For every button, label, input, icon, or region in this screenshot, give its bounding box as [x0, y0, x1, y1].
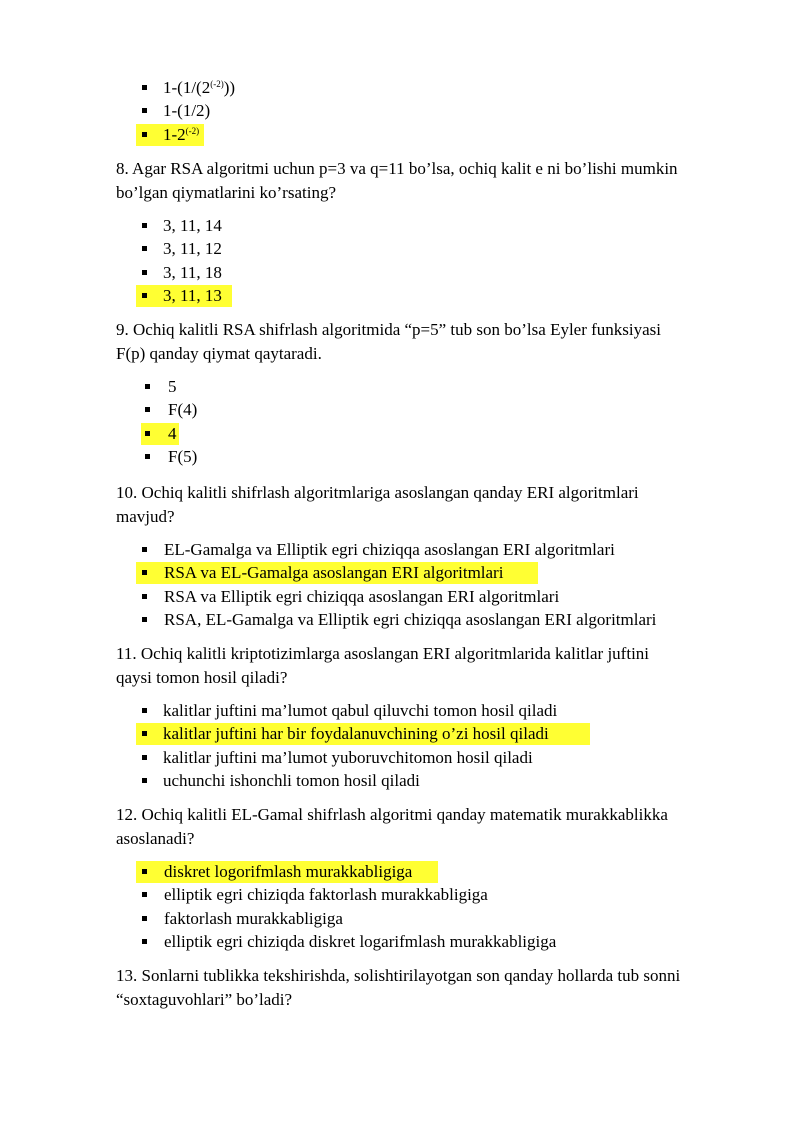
q8-option-3 — [140, 261, 780, 284]
bullet-icon — [142, 916, 147, 921]
option-superscript: (-2) — [185, 125, 200, 136]
question-text-line: qaysi tomon hosil qiladi? — [116, 668, 288, 687]
option-text: RSA, EL-Gamalga va Elliptik egri chiziqqa asoslangan ERI algoritmlari — [164, 610, 657, 630]
option-text: F(5) — [168, 447, 198, 467]
bullet-icon — [145, 454, 150, 459]
question-text-line: bo’lgan qiymatlarini ko’rsating? — [116, 183, 336, 202]
option-text: 3, 11, 12 — [163, 239, 222, 259]
bullet-icon — [142, 85, 147, 90]
bullet-icon — [142, 708, 147, 713]
question-text-line: 9. Ochiq kalitli RSA shifrlash algoritmida “p=5” tub son bo’lsa Eyler funksiyasi — [116, 320, 662, 339]
option-text: kalitlar juftini har bir foydalanuvchining o’zi hosil qiladi — [163, 724, 549, 744]
q12-option-4 — [140, 930, 780, 953]
q8-options — [140, 214, 780, 308]
option-text: kalitlar juftini ma’lumot qabul qiluvchi tomon hosil qiladi — [163, 701, 558, 720]
q11-options — [140, 699, 780, 793]
q9-option-1 — [143, 375, 783, 398]
q9-option-3-correct — [143, 422, 783, 445]
bullet-icon — [142, 246, 147, 251]
question-11 — [116, 642, 746, 690]
bullet-icon — [142, 892, 147, 897]
question-13 — [116, 964, 746, 1012]
bullet-icon — [142, 731, 147, 736]
bullet-icon — [142, 617, 147, 622]
bullet-icon — [145, 384, 150, 389]
option-text: RSA va EL-Gamalga asoslangan ERI algoritmlari — [164, 563, 504, 583]
bullet-icon — [142, 755, 147, 760]
question-10 — [116, 481, 746, 529]
bullet-icon — [145, 407, 150, 412]
question-9 — [116, 318, 746, 366]
bullet-icon — [142, 939, 147, 944]
option-text: elliptik egri chiziqda faktorlash murakkabligiga — [164, 885, 488, 905]
q9-option-4 — [143, 445, 783, 468]
q11-option-2-correct — [140, 722, 780, 745]
bullet-icon — [142, 223, 147, 228]
q8-option-4-correct — [140, 284, 780, 307]
q9-options — [143, 375, 783, 469]
option-text: 3, 11, 18 — [163, 262, 222, 282]
bullet-icon — [142, 570, 147, 575]
question-text-line: “soxtaguvohlari” bo’ladi? — [116, 990, 293, 1009]
q12-option-2 — [140, 883, 780, 906]
bullet-icon — [142, 293, 147, 298]
q7-option-3-correct — [140, 123, 780, 146]
option-text: kalitlar juftini ma’lumot yuboruvchitomon hosil qiladi — [163, 747, 533, 767]
bullet-icon — [142, 270, 147, 275]
q7-options — [140, 76, 780, 146]
question-text-line: 8. Agar RSA algoritmi uchun p=3 va q=11 bo’lsa, ochiq kalit e ni bo’lishi mumkin — [116, 159, 678, 178]
option-text: 1-(1/(2 — [163, 78, 211, 97]
q10-option-1 — [140, 538, 780, 561]
option-text: diskret logorifmlash murakkabligiga — [164, 862, 413, 881]
question-text-line: 13. Sonlarni tublikka tekshirishda, solishtirilayotgan son qanday hollarda tub sonni — [116, 966, 681, 985]
option-text: 1-2 — [163, 124, 186, 144]
bullet-icon — [142, 594, 147, 599]
q11-option-3 — [140, 746, 780, 769]
bullet-icon — [145, 431, 150, 436]
option-text: 4 — [168, 423, 177, 443]
option-superscript: (-2) — [210, 79, 224, 89]
q12-option-1-correct — [140, 860, 780, 883]
bullet-icon — [142, 869, 147, 874]
option-text: elliptik egri chiziqda diskret logarifmlash murakkabligiga — [164, 932, 557, 952]
option-text: 3, 11, 13 — [163, 286, 222, 306]
option-text: faktorlash murakkabligiga — [164, 908, 343, 928]
q10-options — [140, 538, 780, 632]
question-text-line: 11. Ochiq kalitli kriptotizimlarga asoslangan ERI algoritmlarida kalitlar juftini — [116, 644, 650, 663]
q10-option-3 — [140, 585, 780, 608]
question-8 — [116, 157, 746, 205]
option-text: 1-(1/2) — [163, 101, 211, 121]
option-text: uchunchi ishonchli tomon hosil qiladi — [163, 771, 420, 791]
option-text: 3, 11, 14 — [163, 216, 222, 235]
option-text-tail: )) — [223, 78, 236, 97]
q7-option-1 — [140, 76, 780, 99]
bullet-icon — [142, 778, 147, 783]
question-text-line: mavjud? — [116, 507, 175, 526]
q10-option-4 — [140, 608, 780, 631]
option-text: EL-Gamalga va Elliptik egri chiziqqa asoslangan ERI algoritmlari — [164, 540, 615, 559]
q8-option-2 — [140, 237, 780, 260]
question-text-line: F(p) qanday qiymat qaytaradi. — [116, 344, 322, 363]
question-text-line: 10. Ochiq kalitli shifrlash algoritmlariga asoslangan qanday ERI algoritmlari — [116, 483, 639, 502]
q12-option-3 — [140, 907, 780, 930]
option-text: F(4) — [168, 400, 198, 420]
q9-option-2 — [143, 398, 783, 421]
q11-option-1 — [140, 699, 780, 722]
bullet-icon — [142, 547, 147, 552]
q11-option-4 — [140, 769, 780, 792]
q7-option-2 — [140, 99, 780, 122]
q12-options — [140, 860, 780, 954]
bullet-icon — [142, 108, 147, 113]
question-text-line: 12. Ochiq kalitli EL-Gamal shifrlash algoritmi qanday matematik murakkablikka — [116, 805, 668, 824]
question-text-line: asoslanadi? — [116, 829, 195, 848]
question-12 — [116, 803, 746, 851]
q10-option-2-correct — [140, 561, 780, 584]
q8-option-1 — [140, 214, 780, 237]
bullet-icon — [142, 132, 147, 137]
option-text: RSA va Elliptik egri chiziqqa asoslangan ERI algoritmlari — [164, 586, 560, 606]
option-text: 5 — [168, 377, 177, 396]
